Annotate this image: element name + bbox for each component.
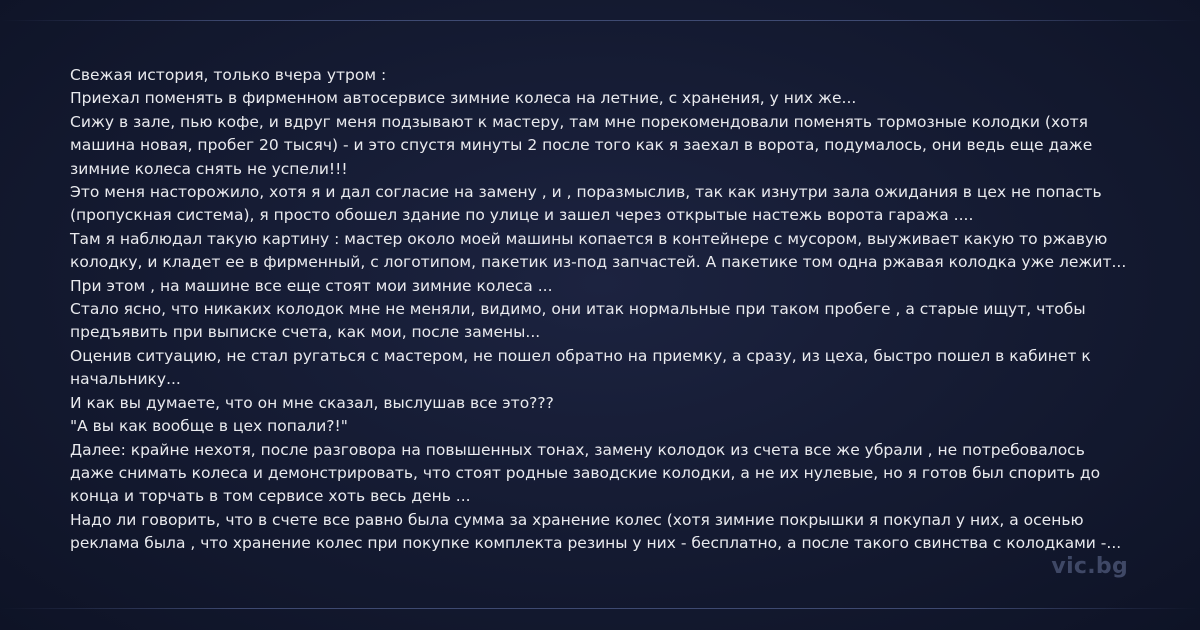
story-paragraph: Оценив ситуацию, не стал ругаться с мастером, не пошел обратно на приемку, а сразу, из цеха, быстро пошел в кабинет к начальнику... bbox=[70, 346, 1091, 389]
story-text bbox=[70, 64, 1130, 556]
story-paragraph: И как вы думаете, что он мне сказал, выслушав все это??? bbox=[70, 393, 554, 412]
bottom-divider bbox=[0, 608, 1200, 609]
story-paragraph: Сижу в зале, пью кофе, и вдруг меня подзывают к мастеру, там мне порекомендовали поменять тормозные колодки (хотя машина новая, пробег 20 тысяч) - и это спустя минуты 2 после того как я заехал в ворота, подумалось, они ведь еще даже зимние колеса снять не успели!!! bbox=[70, 112, 1093, 178]
story-paragraph: Это меня насторожило, хотя я и дал согласие на замену , и , поразмыслив, так как изнутри зала ожидания в цех не попасть (пропускная система), я просто обошел здание по улице и зашел через открытые настежь ворота гаража .... bbox=[70, 183, 1102, 225]
story-paragraph: При этом , на машине все еще стоят мои зимние колеса ... bbox=[70, 276, 553, 295]
story-paragraph: Свежая история, только вчера утром : bbox=[70, 66, 387, 84]
story-paragraph: Стало ясно, что никаких колодок мне не меняли, видимо, они итак нормальные при таком пробеге , а старые ищут, чтобы предъявить при выписке счета, как мои, после замены... bbox=[70, 300, 1086, 342]
story-paragraph: "А вы как вообще в цех попали?!" bbox=[70, 417, 348, 436]
story-paragraph: Далее: крайне нехотя, после разговора на повышенных тонах, замену колодок из счета все же убрали , не потребовалось даже снимать колеса и демонстрировать, что стоят родные заводские колодки, а не их нулевые, но я готов был спорить до конца и торчать в том сервисе хоть весь день ... bbox=[70, 440, 1101, 506]
story-paragraph: Приехал поменять в фирменном автосервисе зимние колеса на летние, с хранения, у них же... bbox=[70, 89, 857, 108]
watermark-logo: vic.bg bbox=[1051, 554, 1128, 579]
story-paragraph: Надо ли говорить, что в счете все равно была сумма за хранение колес (хотя зимние покрышки я покупал у них, а осенью реклама была , что хранение колес при покупке комплекта резины у них - бесплатно, а после такого свинства с колодками -... bbox=[70, 510, 1122, 553]
top-divider bbox=[0, 20, 1200, 21]
story-paragraph: Там я наблюдал такую картину : мастер около моей машины копается в контейнере с мусором, выуживает какую то ржавую колодку, и кладет ее в фирменный, с логотипом, пакетик из-под запчастей. А пакетике том одна ржавая колодка уже лежит... bbox=[70, 229, 1127, 272]
